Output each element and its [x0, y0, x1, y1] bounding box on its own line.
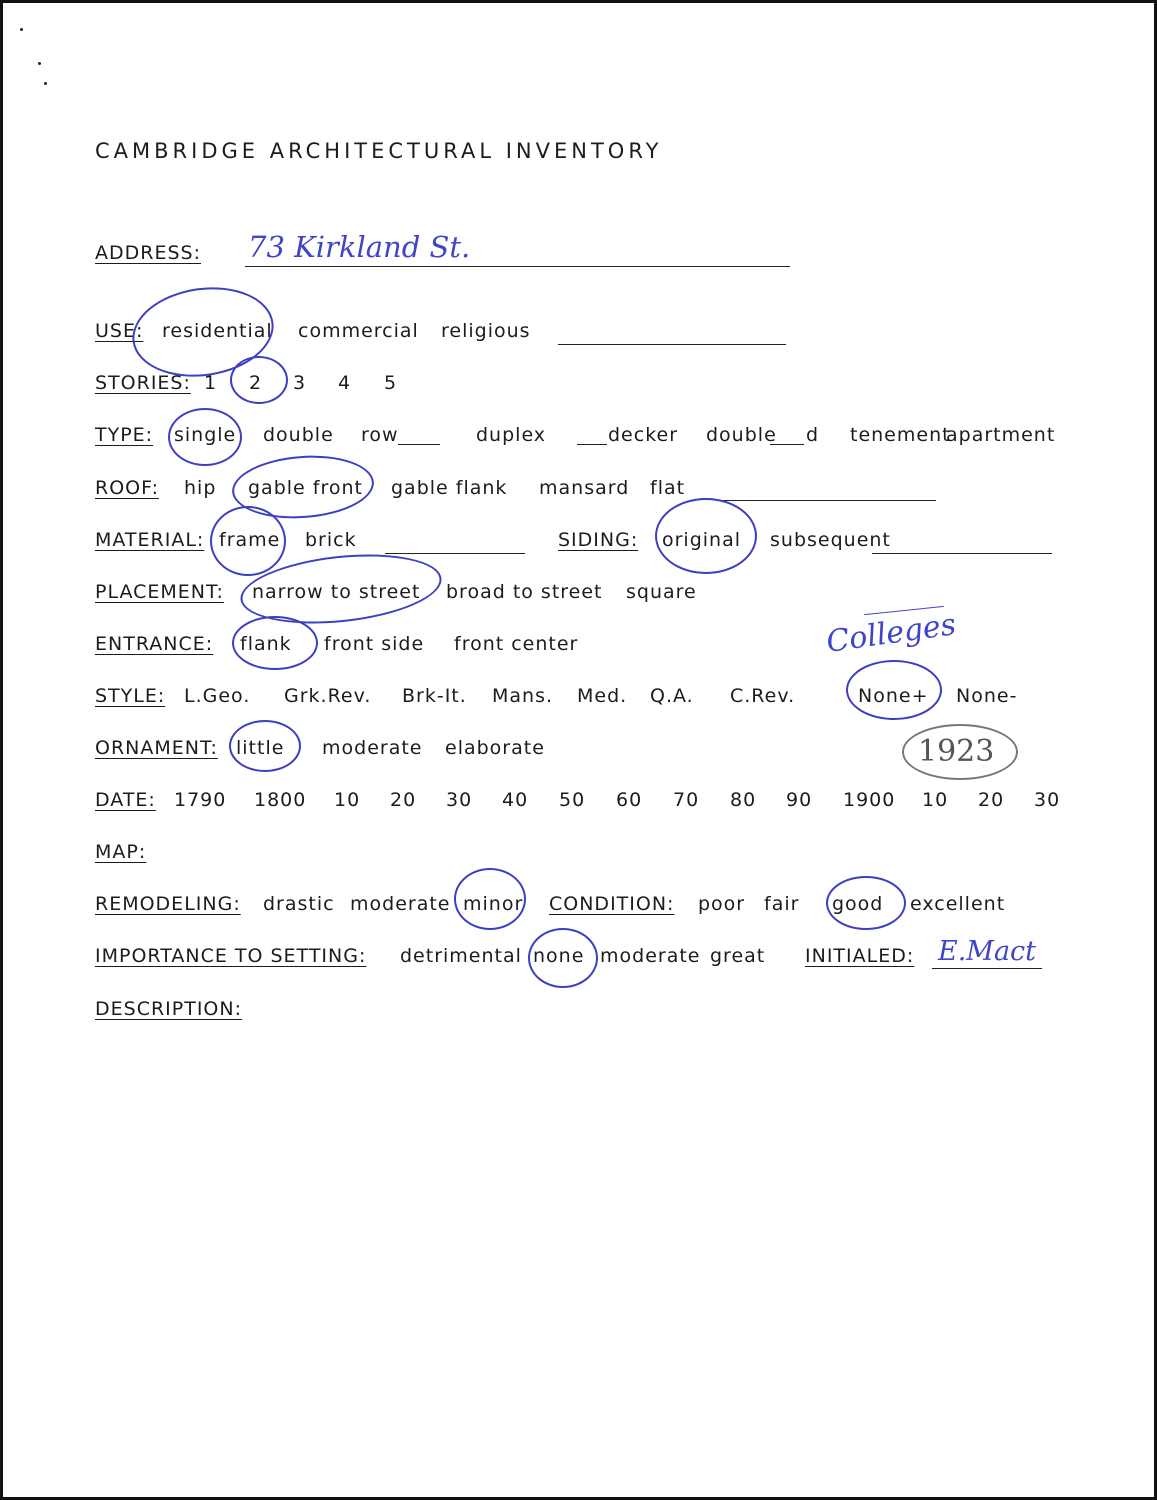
initialed-line [932, 968, 1042, 969]
selection-circle [230, 356, 288, 404]
ornament-label: ORNAMENT: [95, 737, 218, 759]
date-option-1910[interactable]: 10 [922, 789, 949, 811]
style-option-brkit[interactable]: Brk-It. [402, 685, 467, 707]
date-option-60[interactable]: 60 [616, 789, 643, 811]
type-option-apartment[interactable]: apartment [946, 424, 1056, 446]
initialed-value[interactable]: E.Mact [938, 936, 1037, 967]
roof-label: ROOF: [95, 477, 159, 499]
importance-option-none[interactable]: none [533, 945, 585, 967]
ornament-option-moderate[interactable]: moderate [322, 737, 423, 759]
year-note: 1923 [918, 734, 995, 769]
row-blank[interactable] [398, 444, 440, 445]
date-option-40[interactable]: 40 [502, 789, 529, 811]
map-label: MAP: [95, 841, 147, 863]
selection-circle [528, 928, 598, 988]
entrance-option-flank[interactable]: flank [240, 633, 292, 655]
decker-blank[interactable] [577, 444, 607, 445]
date-option-70[interactable]: 70 [673, 789, 700, 811]
double-d-blank[interactable] [770, 444, 804, 445]
placement-option-broad[interactable]: broad to street [446, 581, 603, 603]
description-label: DESCRIPTION: [95, 998, 243, 1020]
date-option-50[interactable]: 50 [559, 789, 586, 811]
stories-option-4[interactable]: 4 [338, 372, 352, 394]
type-option-duplex[interactable]: duplex [476, 424, 547, 446]
style-option-none-minus[interactable]: None- [956, 685, 1018, 707]
year-note-circle [902, 724, 1018, 780]
roof-option-gable-flank[interactable]: gable flank [391, 477, 508, 499]
roof-option-hip[interactable]: hip [184, 477, 217, 499]
entrance-option-front-side[interactable]: front side [324, 633, 425, 655]
address-line [245, 266, 790, 267]
condition-option-excellent[interactable]: excellent [910, 893, 1006, 915]
date-option-20[interactable]: 20 [390, 789, 417, 811]
date-option-1930[interactable]: 30 [1034, 789, 1061, 811]
selection-circle [232, 616, 318, 670]
type-label: TYPE: [95, 424, 154, 446]
importance-option-great[interactable]: great [710, 945, 766, 967]
stories-label: STORIES: [95, 372, 191, 394]
stories-option-1[interactable]: 1 [204, 372, 218, 394]
roof-option-gable-front[interactable]: gable front [248, 477, 363, 499]
remodeling-option-drastic[interactable]: drastic [263, 893, 335, 915]
roof-other-line[interactable] [716, 500, 936, 501]
condition-option-fair[interactable]: fair [764, 893, 800, 915]
use-label: USE: [95, 320, 144, 342]
use-other-line[interactable] [558, 344, 786, 345]
roof-option-mansard[interactable]: mansard [539, 477, 630, 499]
ornament-option-little[interactable]: little [236, 737, 285, 759]
type-option-decker[interactable]: decker [608, 424, 679, 446]
material-option-frame[interactable]: frame [219, 529, 281, 551]
siding-label: SIDING: [558, 529, 639, 551]
date-label: DATE: [95, 789, 156, 811]
type-option-single[interactable]: single [174, 424, 237, 446]
style-option-mans[interactable]: Mans. [492, 685, 554, 707]
selection-circle [826, 876, 906, 930]
stories-option-3[interactable]: 3 [293, 372, 307, 394]
selection-circle [454, 868, 526, 930]
date-option-10[interactable]: 10 [334, 789, 361, 811]
style-option-lgeo[interactable]: L.Geo. [184, 685, 251, 707]
speck [38, 62, 41, 65]
speck [20, 28, 23, 31]
material-option-brick[interactable]: brick [305, 529, 357, 551]
condition-label: CONDITION: [549, 893, 675, 915]
importance-option-detrimental[interactable]: detrimental [400, 945, 522, 967]
use-option-residential[interactable]: residential [162, 320, 273, 342]
style-option-qa[interactable]: Q.A. [650, 685, 694, 707]
selection-circle [168, 408, 242, 466]
placement-option-square[interactable]: square [626, 581, 697, 603]
type-option-tenement[interactable]: tenement [850, 424, 951, 446]
siding-option-original[interactable]: original [662, 529, 742, 551]
entrance-option-front-center[interactable]: front center [454, 633, 579, 655]
date-option-80[interactable]: 80 [730, 789, 757, 811]
style-label: STYLE: [95, 685, 166, 707]
placement-option-narrow[interactable]: narrow to street [252, 581, 421, 603]
style-note: Colleges [824, 607, 959, 660]
date-option-90[interactable]: 90 [786, 789, 813, 811]
date-option-30[interactable]: 30 [446, 789, 473, 811]
date-option-1900[interactable]: 1900 [843, 789, 896, 811]
placement-label: PLACEMENT: [95, 581, 224, 603]
address-label: ADDRESS: [95, 242, 201, 264]
material-label: MATERIAL: [95, 529, 205, 551]
type-option-row[interactable]: row [361, 424, 399, 446]
form-title: CAMBRIDGE ARCHITECTURAL INVENTORY [95, 139, 663, 163]
speck [44, 82, 47, 85]
siding-other-line[interactable] [872, 553, 1052, 554]
siding-option-subsequent[interactable]: subsequent [770, 529, 891, 551]
stories-option-5[interactable]: 5 [384, 372, 398, 394]
initialed-label: INITIALED: [805, 945, 915, 967]
type-option-double-2[interactable]: double [706, 424, 777, 446]
type-option-double[interactable]: double [263, 424, 334, 446]
date-option-1920[interactable]: 20 [978, 789, 1005, 811]
roof-option-flat[interactable]: flat [650, 477, 686, 499]
date-option-1790[interactable]: 1790 [174, 789, 227, 811]
ornament-option-elaborate[interactable]: elaborate [445, 737, 545, 759]
condition-option-good[interactable]: good [832, 893, 884, 915]
material-other-line[interactable] [385, 553, 525, 554]
selection-circle [846, 660, 942, 720]
selection-circle [210, 506, 286, 576]
use-option-commercial[interactable]: commercial [298, 320, 419, 342]
use-option-religious[interactable]: religious [441, 320, 531, 342]
style-option-none-plus[interactable]: None+ [858, 685, 929, 707]
entrance-label: ENTRANCE: [95, 633, 214, 655]
selection-circle [655, 498, 757, 574]
address-value[interactable]: 73 Kirkland St. [248, 230, 471, 264]
remodeling-option-minor[interactable]: minor [463, 893, 524, 915]
importance-option-moderate[interactable]: moderate [600, 945, 701, 967]
remodeling-label: REMODELING: [95, 893, 241, 915]
date-option-1800[interactable]: 1800 [254, 789, 307, 811]
importance-label: IMPORTANCE TO SETTING: [95, 945, 367, 967]
style-option-crev[interactable]: C.Rev. [730, 685, 796, 707]
style-option-grkrev[interactable]: Grk.Rev. [284, 685, 372, 707]
selection-circle [229, 720, 301, 772]
remodeling-option-moderate[interactable]: moderate [350, 893, 451, 915]
type-option-d[interactable]: d [806, 424, 820, 446]
style-option-med[interactable]: Med. [577, 685, 628, 707]
condition-option-poor[interactable]: poor [698, 893, 746, 915]
stories-option-2[interactable]: 2 [249, 372, 263, 394]
